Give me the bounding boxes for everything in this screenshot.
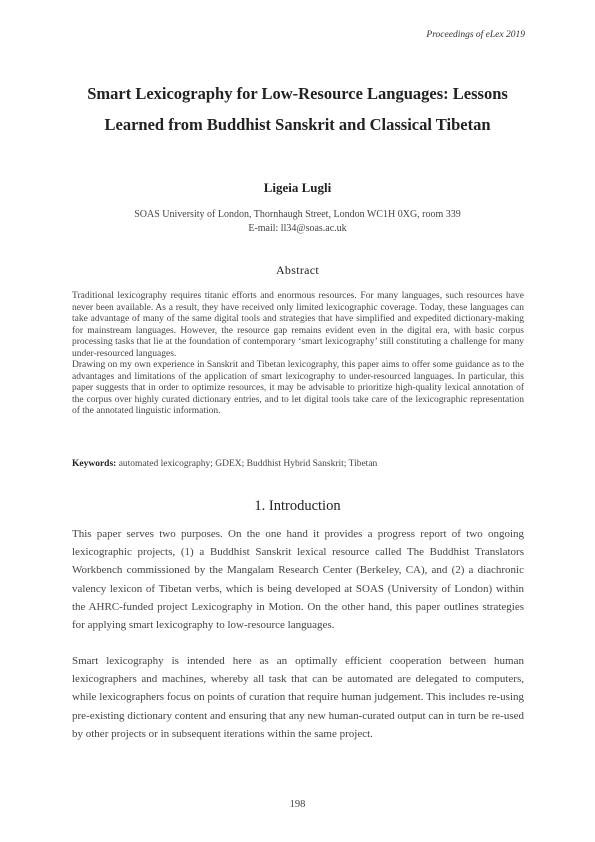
body-paragraph-1: This paper serves two purposes. On the one hand it provides a progress report of two ongoing lexicographic projects, (1) a Buddhist Sanskrit lexical resource called The Buddhist Translators Workbench commissioned by the Mangalam Research Center (Berkeley, CA), and (2) a diachronic valency lexicon of Tibetan verbs, which is being developed at SOAS (University of London) within the AHRC-funded project Lexicography in Motion. On the other hand, this paper outlines strategies for applying smart lexicography to low-resource languages. [72,528,524,632]
section-heading: 1. Introduction [254,498,341,514]
keywords-line [72,459,524,469]
keywords-label: Keywords: [72,459,117,469]
abstract-paragraph-2: Drawing on my own experience in Sanskrit and Tibetan lexicography, this paper aims to offer some guidance as to the advantages and limitations of the application of smart lexicography to under-resourced languages. In particular, this paper suggests that in order to optimize resources, it may be advisable to prioritize high-quality lexical annotation of the corpus over highly curated dictionary entries, and to let digital tools take care of the lexicographic representation of the annotated linguistic information. [72,360,524,416]
affiliation: SOAS University of London, Thornhaugh Street, London WC1H 0XG, room 339 [134,209,461,220]
running-head: Proceedings of eLex 2019 [426,30,525,40]
email: E-mail: ll34@soas.ac.uk [248,223,347,234]
page-number: 198 [289,799,306,810]
abstract-heading: Abstract [275,263,320,277]
paper-title: Smart Lexicography for Low-Resource Languages: Lessons Learned from Buddhist Sanskrit and Classical Tibetan [87,84,508,134]
keywords-list: automated lexicography; GDEX; Buddhist Hybrid Sanskrit; Tibetan [118,459,378,469]
author-name: Ligeia Lugli [263,180,332,195]
abstract-body [72,291,524,418]
abstract-paragraph-1: Traditional lexicography requires titanic efforts and enormous resources. For many languages, such resources have never been available. As a result, they have received only limited lexicographic coverage. Today, these languages can take advantage of many of the same digital tools and strategies that have simplified and expedited dictionary-making for mainstream languages. However, the resource gap remains evident even in the digital era, with basic corpus processing tasks that lie at the foundation of contemporary ‘smart lexicography’ still constituting a challenge for many under-resourced languages. [72,291,524,359]
author-affiliation-block [0,208,595,236]
body-paragraph-2: Smart lexicography is intended here as an optimally efficient cooperation between human lexicographers and machines, whereby all task that can be automated are delegated to computers, while lexicographers focus on points of curation that require human judgement. This includes re-using pre-existing dictionary content and ensuring that any new human-curated output can in turn be re-used by other projects or in subsequent iterations within the same project. [72,655,524,740]
